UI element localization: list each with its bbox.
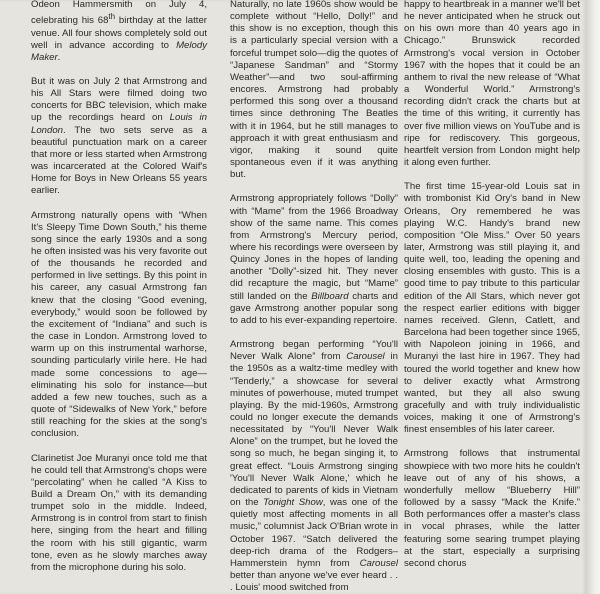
text-run: in the 1950s as a waltz-time medley with “Tenderly,” a showcase for several minutes of powerhouse, muted trumpet playing. By the mid-1960s, Armstrong could no longer execute the demands necessitated by “You'll Never Walk Alone” on the trumpet, but he loved the song so much, he began singing it, to great effect. “Louis Armstrong singing 'You'll Never Walk Alone,' which he dedicated to parents of kids in Vietnam on the bbox=[230, 351, 398, 509]
italic-title: Melody Maker bbox=[31, 39, 207, 63]
text-run: happy to heartbreak in a manner we'll bet he never anticipated when he struck out on his own more than 40 years ago in Chicago.” Brunswick recorded Armstrong's vocal version in October 1967 with the hopes that it could be an anthem to rival the new release of “What a Wonderful World.” Armstrong's recording didn't crack the charts but at the time of this writing, it currently has over five million views on YouTube and is ripe for rediscovery. This gorgeous, heartfelt version from London might help it along even further. bbox=[404, 0, 580, 169]
paragraph bbox=[230, 193, 398, 327]
italic-title: Carousel bbox=[359, 557, 398, 569]
text-run: Armstrong began performing “You'll Never Walk Alone” from bbox=[230, 339, 398, 363]
text-column-1 bbox=[31, 0, 207, 574]
text-run: But it was on July 2 that Armstrong and his All Stars were filmed doing two concerts for BBC television, which make up the recordings heard on bbox=[31, 75, 207, 124]
ordinal-suffix: th bbox=[108, 12, 116, 22]
paragraph bbox=[230, 339, 398, 594]
paragraph bbox=[404, 448, 580, 570]
text-run: charts and gave Armstrong another popular song to add to his ever-expanding repertoire. bbox=[230, 290, 398, 326]
text-run: Armstrong naturally opens with “When It's Sleepy Time Down South,” his theme song since the early 1930s and a song he often insisted was his very favorite out of the thousands he recorded and performed in live settings. By this point in his career, any casual Armstrong fan knew that the closing “Good evening, everybody,” would soon be followed by the excitement of “Indiana” and such is the case in London. Armstrong loved to warm up on this instrumental warhorse, sounding particularly virile here. He had made some concessions to age—eliminating his solo for instance—but added a few new touches, such as a quote of “Sidewalks of New York,” before still reaching for the skies at the song's conclusion. bbox=[31, 209, 207, 440]
text-run: . bbox=[57, 51, 61, 63]
italic-title: Tonight Show bbox=[263, 497, 323, 509]
paragraph bbox=[31, 210, 207, 441]
text-run: The first time 15-year-old Louis sat in with trombonist Kid Ory's band in New Orleans, Ory remembered he was playing W.C. Handy's brand new composition “Ole Miss.” Over 50 years later, Armstrong was still playing it, and quite well, too, leading the opening and closing ensembles with gusto. This is a good time to pay tribute to this particular edition of the All Stars, which never got the respect earlier editions with bigger names received. Glenn, Catlett, and Barcelona had been together since 1965, with Napoleon joining in 1966, and Muranyi the last hire in 1967. They had toured the world together and knew how to deliver exactly what Armstrong wanted, but they all also swung gracefully and with truly individualistic voices, making it one of Armstrong's finest ensembles of his later career. bbox=[404, 181, 580, 436]
paragraph bbox=[31, 0, 207, 64]
page-edge bbox=[586, 0, 600, 594]
paragraph bbox=[230, 0, 398, 181]
text-run: Odeon Hammersmith on July 4, celebrating his 68 bbox=[31, 0, 207, 27]
text-run: Clarinetist Joe Muranyi once told me that he could tell that Armstrong's chops were “percolating” when he called “A Kiss to Build a Dream On,” with its demanding trumpet solo in the middle. Indeed, Armstrong is in control from start to finish here, singing from the heart and filling the room with his still gigantic, warm tone, even as he slowly marches away from the microphone during his solo. bbox=[31, 452, 207, 573]
italic-title: Louis in London bbox=[31, 112, 207, 136]
text-run: better than anyone we've ever heard . . . Louis' mood switched from bbox=[230, 570, 398, 594]
text-run: Armstrong appropriately follows “Dolly” with “Mame” from the 1966 Broadway show of the same name. This comes from Armstrong's Mercury period, where his recordings were overseen by Quincy Jones in the hopes of landing another “Dolly”-sized hit. They never did recapture the magic, but “Mame” still landed on the bbox=[230, 193, 398, 302]
italic-title: Carousel bbox=[346, 351, 385, 363]
paragraph bbox=[31, 453, 207, 575]
text-run: . The two sets serve as a beautiful punctuation mark on a career that more or less started when Armstrong was incarcerated at the Colored Waif's Home for Boys in New Orleans 55 years earlier. bbox=[31, 124, 207, 197]
text-run: Armstrong follows that instrumental showpiece with two more hits he couldn't leave out of any of his shows, a wonderfully mellow “Blueberry Hill” followed by a sassy “Mack the Knife.” Both performances offer a master's class in vocal phrases, while the latter featuring some searing trumpet playing at the start, especially a surprising second chorus bbox=[404, 448, 580, 569]
text-run: , was one of the quietly most affecting moments in all music,” columnist Jack O'Brian wrote in October 1967. “Satch delivered the deep-rich drama of the Rodgers–Hammerstein hymn from bbox=[230, 497, 398, 569]
text-column-3 bbox=[404, 0, 580, 570]
text-run: birthday at the latter venue. All four shows completely sold out well in advance according to bbox=[31, 15, 207, 51]
paragraph bbox=[404, 0, 580, 169]
text-run: Naturally, no late 1960s show would be complete without “Hello, Dolly!” and this show is no exception, though this is a particularly special version with a forceful trumpet solo—dig the quotes of “Japanese Sandman” and “Stormy Weather”—and two soul-affirming encores. Armstrong had probably performed this song over a thousand times since dethroning The Beatles with it in 1964, but he still manages to approach it with great enthusiasm and vigor, making it sound quite spontaneous even if it was anything but. bbox=[230, 0, 398, 181]
paragraph bbox=[404, 181, 580, 436]
text-column-2 bbox=[230, 0, 398, 594]
italic-title: Billboard bbox=[311, 290, 349, 302]
paragraph bbox=[31, 76, 207, 198]
